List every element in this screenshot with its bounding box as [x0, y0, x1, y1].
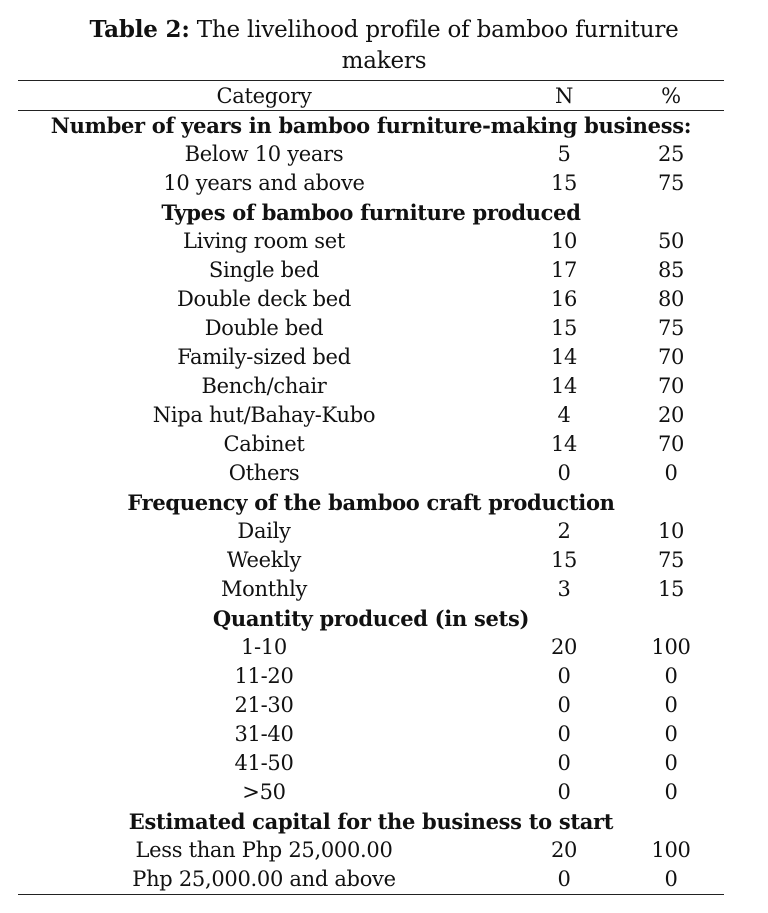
n-cell: 20	[550, 635, 578, 659]
n-cell: 0	[557, 751, 571, 775]
table-row	[18, 836, 724, 865]
n-cell: 3	[557, 577, 571, 601]
table-row	[18, 227, 724, 256]
table-row	[18, 314, 724, 343]
table-row	[18, 169, 724, 198]
section-heading-row	[18, 111, 724, 141]
percent-cell: 70	[657, 345, 685, 369]
table-header	[18, 81, 724, 111]
section-heading: Types of bamboo furniture produced	[161, 200, 581, 225]
table-row	[18, 749, 724, 778]
n-cell: 2	[557, 519, 571, 543]
n-cell: 15	[550, 548, 578, 572]
column-header-percent: %	[618, 81, 724, 111]
n-cell: 14	[550, 374, 578, 398]
category-cell: 10 years and above	[163, 171, 365, 195]
n-cell: 17	[550, 258, 578, 282]
percent-cell: 0	[664, 461, 678, 485]
table-row	[18, 633, 724, 662]
percent-cell: 80	[657, 287, 685, 311]
n-cell: 0	[557, 461, 571, 485]
section-heading-row	[18, 488, 724, 517]
table-row	[18, 343, 724, 372]
table-row	[18, 575, 724, 604]
n-cell: 0	[557, 780, 571, 804]
category-cell: Double deck bed	[176, 287, 352, 311]
table-row	[18, 140, 724, 169]
category-cell: Bench/chair	[201, 374, 327, 398]
n-cell: 0	[557, 664, 571, 688]
n-cell: 4	[557, 403, 571, 427]
percent-cell: 15	[657, 577, 685, 601]
table-row	[18, 401, 724, 430]
n-cell: 16	[550, 287, 578, 311]
percent-cell: 70	[657, 374, 685, 398]
caption-label: Table 2:	[89, 16, 190, 43]
n-cell: 5	[557, 142, 571, 166]
n-cell: 10	[550, 229, 578, 253]
table-row	[18, 720, 724, 749]
percent-cell: 0	[664, 722, 678, 746]
percent-cell: 75	[657, 171, 685, 195]
category-cell: Weekly	[226, 548, 302, 572]
table-row	[18, 691, 724, 720]
category-cell: 31-40	[234, 722, 294, 746]
percent-cell: 50	[657, 229, 685, 253]
percent-cell: 25	[657, 142, 685, 166]
table-row	[18, 662, 724, 691]
category-cell: Family-sized bed	[177, 345, 351, 369]
table-row	[18, 430, 724, 459]
category-cell: 41-50	[234, 751, 294, 775]
n-cell: 0	[510, 865, 618, 895]
table-row	[18, 256, 724, 285]
n-cell: 20	[550, 838, 578, 862]
category-cell: Monthly	[220, 577, 308, 601]
percent-cell: 100	[651, 635, 691, 659]
percent-cell: 10	[657, 519, 685, 543]
category-cell: Others	[228, 461, 300, 485]
table-row	[18, 372, 724, 401]
section-heading: Estimated capital for the business to start	[128, 809, 614, 834]
table-row	[18, 517, 724, 546]
n-cell: 0	[557, 693, 571, 717]
category-cell: Cabinet	[223, 432, 305, 456]
percent-cell: 85	[657, 258, 685, 282]
percent-cell: 0	[664, 664, 678, 688]
caption-text: The livelihood profile of bamboo furniture makers	[196, 17, 679, 74]
column-header-n: N	[510, 81, 618, 111]
section-heading-row	[18, 604, 724, 633]
table-row	[18, 778, 724, 807]
section-heading: Number of years in bamboo furniture-making business:	[50, 113, 692, 138]
percent-cell: 0	[618, 865, 724, 895]
table-caption	[60, 14, 708, 77]
n-cell: 15	[550, 316, 578, 340]
livelihood-profile-table	[18, 80, 724, 895]
header-row	[18, 81, 724, 111]
category-cell: Daily	[237, 519, 291, 543]
section-heading: Quantity produced (in sets)	[212, 606, 530, 631]
percent-cell: 100	[651, 838, 691, 862]
section-heading-row	[18, 807, 724, 836]
category-cell: >50	[242, 780, 286, 804]
n-cell: 14	[550, 432, 578, 456]
percent-cell: 0	[664, 751, 678, 775]
category-cell: 1-10	[241, 635, 287, 659]
category-cell: Less than Php 25,000.00	[135, 838, 393, 862]
percent-cell: 20	[657, 403, 685, 427]
section-heading-row	[18, 198, 724, 227]
table-row	[18, 865, 724, 895]
percent-cell: 0	[664, 693, 678, 717]
percent-cell: 70	[657, 432, 685, 456]
table-row	[18, 285, 724, 314]
category-cell: Nipa hut/Bahay-Kubo	[152, 403, 376, 427]
category-cell: Living room set	[183, 229, 345, 253]
category-cell: Php 25,000.00 and above	[18, 865, 510, 895]
table-body	[18, 111, 724, 895]
n-cell: 0	[557, 722, 571, 746]
n-cell: 15	[550, 171, 578, 195]
category-cell: Below 10 years	[184, 142, 344, 166]
section-heading: Frequency of the bamboo craft production	[127, 490, 615, 515]
percent-cell: 0	[664, 780, 678, 804]
n-cell: 14	[550, 345, 578, 369]
category-cell: 11-20	[234, 664, 294, 688]
table-row	[18, 546, 724, 575]
category-cell: 21-30	[234, 693, 294, 717]
category-cell: Double bed	[204, 316, 324, 340]
column-header-category: Category	[18, 81, 510, 111]
category-cell: Single bed	[208, 258, 320, 282]
percent-cell: 75	[657, 316, 685, 340]
table-row	[18, 459, 724, 488]
percent-cell: 75	[657, 548, 685, 572]
